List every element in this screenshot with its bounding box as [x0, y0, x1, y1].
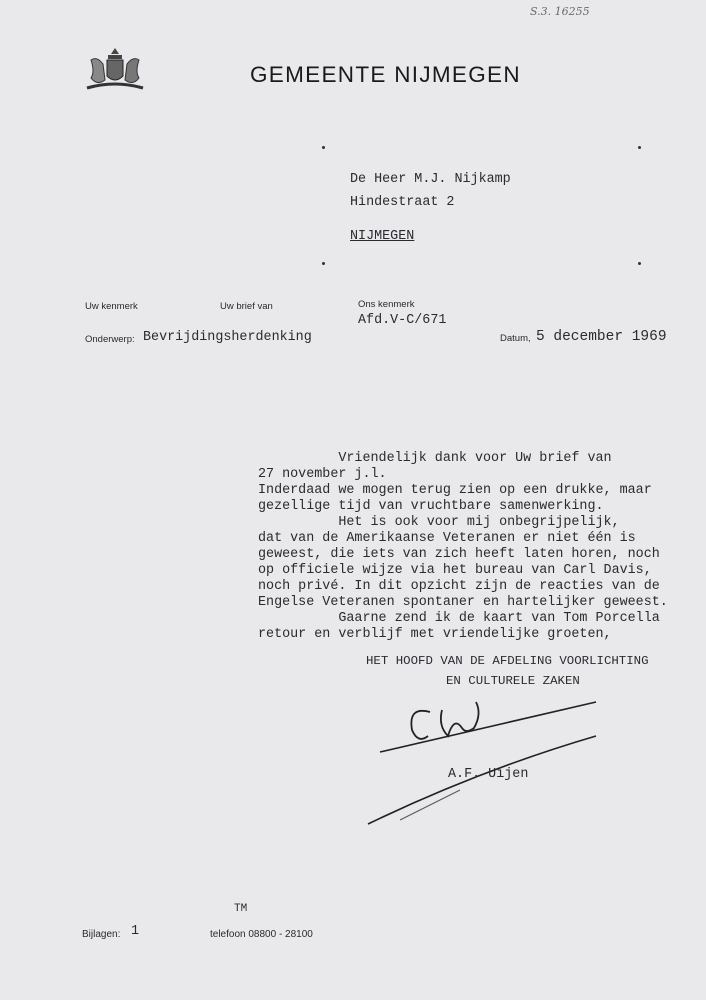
body-line: Het is ook voor mij onbegrijpelijk,	[258, 515, 620, 530]
fold-mark	[322, 262, 325, 265]
body-line: 27 november j.l.	[258, 467, 387, 482]
ons-kenmerk-value: Afd.V-C/671	[358, 313, 447, 328]
fold-mark	[638, 262, 641, 265]
datum-value: 5 december 1969	[536, 329, 667, 345]
onderwerp-value: Bevrijdingsherdenking	[143, 330, 312, 345]
archive-number: S.3. 16255	[530, 5, 590, 18]
recipient-name: De Heer M.J. Nijkamp	[350, 172, 511, 187]
recipient-city: NIJMEGEN	[350, 229, 415, 244]
body-line: retour en verblijf met vriendelijke groeten,	[258, 627, 612, 642]
fold-mark	[322, 146, 325, 149]
body-line: Inderdaad we mogen terug zien op een drukke, maar	[258, 483, 652, 498]
datum-label: Datum,	[500, 333, 531, 344]
body-line: Vriendelijk dank voor Uw brief van	[258, 451, 612, 466]
bijlagen-label: Bijlagen:	[82, 929, 121, 940]
ons-kenmerk-label: Ons kenmerk	[358, 299, 415, 310]
body-line: noch privé. In dit opzicht zijn de reacties van de	[258, 579, 660, 594]
coat-of-arms-logo	[83, 46, 147, 96]
onderwerp-label: Onderwerp:	[85, 334, 135, 345]
uw-brief-label: Uw brief van	[220, 301, 273, 312]
typist-initials: TM	[234, 903, 248, 915]
body-line: op officiele wijze via het bureau van Carl Davis,	[258, 563, 652, 578]
body-line: geweest, die iets van zich heeft laten horen, noch	[258, 547, 660, 562]
fold-mark	[638, 146, 641, 149]
body-line: Gaarne zend ik de kaart van Tom Porcella	[258, 611, 660, 626]
uw-kenmerk-label: Uw kenmerk	[85, 301, 138, 312]
closing-department: HET HOOFD VAN DE AFDELING VOORLICHTING	[366, 654, 649, 668]
letterhead-title: GEMEENTE NIJMEGEN	[250, 62, 521, 87]
recipient-street: Hindestraat 2	[350, 195, 455, 210]
body-line: Engelse Veteranen spontaner en hartelijker geweest.	[258, 595, 668, 610]
bijlagen-value: 1	[131, 924, 140, 939]
signature	[360, 690, 610, 830]
body-line: dat van de Amerikaanse Veteranen er niet één is	[258, 531, 636, 546]
closing-department-2: EN CULTURELE ZAKEN	[446, 674, 580, 688]
telefoon: telefoon 08800 - 28100	[210, 929, 313, 940]
signatory-name: A.F. Uijen	[448, 767, 529, 782]
body-line: gezellige tijd van vruchtbare samenwerking.	[258, 499, 604, 514]
